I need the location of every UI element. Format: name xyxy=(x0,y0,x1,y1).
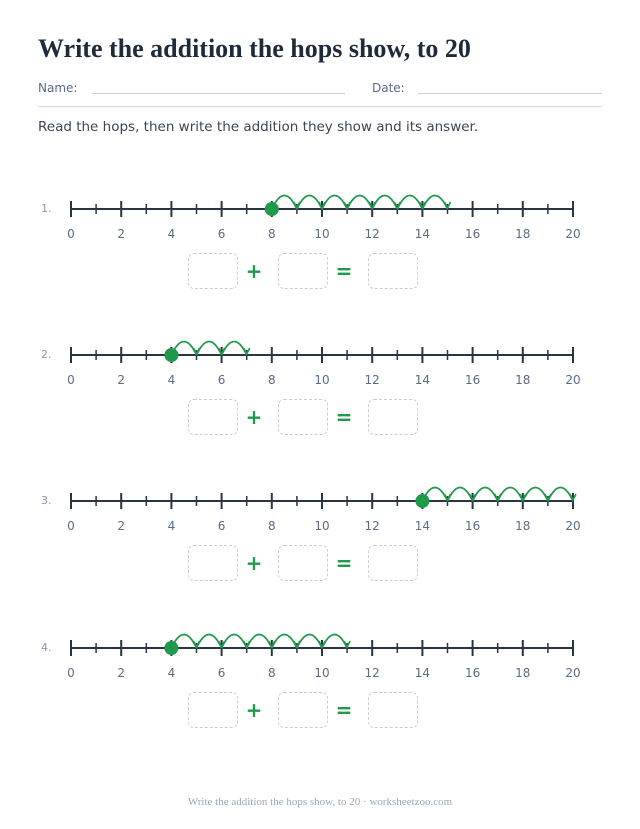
plus-sign: + xyxy=(245,405,263,429)
tick-label: 0 xyxy=(67,373,75,386)
footer: Write the addition the hops show, to 20 · worksheetzoo.com xyxy=(187,796,453,808)
hop-arc xyxy=(422,196,447,210)
worksheet-title: Write the addition the hops show, to 20 xyxy=(38,34,471,63)
problem-number: 4. xyxy=(41,641,52,654)
tick-label: 10 xyxy=(314,373,330,386)
equals-sign: = xyxy=(335,405,353,429)
hop-arc xyxy=(347,196,372,210)
tick-label: 12 xyxy=(364,519,380,532)
tick-label: 4 xyxy=(167,373,176,386)
tick-label: 6 xyxy=(217,666,226,679)
hop-arc xyxy=(197,635,222,649)
hop-arc xyxy=(272,635,297,649)
tick-label: 0 xyxy=(67,227,75,240)
hop-arc xyxy=(448,488,473,502)
problem-number: 1. xyxy=(41,202,52,215)
start-dot xyxy=(164,641,178,655)
tick-label: 20 xyxy=(565,519,581,532)
addend-box-2[interactable] xyxy=(278,692,328,728)
tick-label: 16 xyxy=(464,666,481,679)
sum-box[interactable] xyxy=(368,545,418,581)
header-divider xyxy=(38,106,602,107)
number-line xyxy=(0,609,640,679)
tick-label: 18 xyxy=(515,227,531,240)
name-field-line[interactable] xyxy=(92,93,345,94)
problem-number: 2. xyxy=(41,348,52,361)
tick-label: 2 xyxy=(117,666,126,679)
name-label: Name: xyxy=(38,81,78,95)
addend-box-1[interactable] xyxy=(188,253,238,289)
problem-number: 3. xyxy=(41,494,52,507)
addend-box-2[interactable] xyxy=(278,545,328,581)
tick-label: 20 xyxy=(565,227,581,240)
hop-arc xyxy=(247,635,272,649)
addend-box-2[interactable] xyxy=(278,399,328,435)
addend-box-1[interactable] xyxy=(188,399,238,435)
equals-sign: = xyxy=(335,698,353,722)
plus-sign: + xyxy=(245,698,263,722)
tick-label: 2 xyxy=(117,227,126,240)
tick-label: 8 xyxy=(267,666,276,679)
tick-label: 14 xyxy=(414,519,431,532)
date-field-line[interactable] xyxy=(418,93,602,94)
tick-label: 4 xyxy=(167,519,176,532)
tick-label: 6 xyxy=(217,519,226,532)
tick-label: 0 xyxy=(67,666,75,679)
tick-label: 16 xyxy=(464,519,481,532)
tick-label: 18 xyxy=(515,666,531,679)
hop-arc xyxy=(498,488,523,502)
problem-3 xyxy=(0,462,640,602)
tick-label: 10 xyxy=(314,666,330,679)
problem-2 xyxy=(0,316,640,456)
tick-label: 4 xyxy=(167,227,176,240)
hop-arc xyxy=(523,488,548,502)
plus-sign: + xyxy=(245,259,263,283)
tick-label: 14 xyxy=(414,373,431,386)
start-dot xyxy=(415,494,429,508)
tick-label: 8 xyxy=(267,519,276,532)
hop-arc xyxy=(322,635,347,649)
tick-label: 0 xyxy=(67,519,75,532)
sum-box[interactable] xyxy=(368,399,418,435)
hop-arc xyxy=(397,196,422,210)
problem-4 xyxy=(0,609,640,749)
number-line xyxy=(0,316,640,386)
hop-arc xyxy=(322,196,347,210)
tick-label: 14 xyxy=(414,666,431,679)
plus-sign: + xyxy=(245,551,263,575)
tick-label: 20 xyxy=(565,373,581,386)
tick-label: 2 xyxy=(117,519,126,532)
hop-arc xyxy=(473,488,498,502)
date-label: Date: xyxy=(372,81,405,95)
addend-box-1[interactable] xyxy=(188,692,238,728)
tick-label: 12 xyxy=(364,373,380,386)
tick-label: 10 xyxy=(314,519,330,532)
tick-label: 16 xyxy=(464,373,481,386)
tick-label: 12 xyxy=(364,666,380,679)
addend-box-1[interactable] xyxy=(188,545,238,581)
tick-label: 8 xyxy=(267,373,276,386)
tick-label: 6 xyxy=(217,227,226,240)
hop-arc xyxy=(372,196,397,210)
tick-label: 2 xyxy=(117,373,126,386)
tick-label: 8 xyxy=(267,227,276,240)
hop-arc xyxy=(222,342,247,356)
tick-label: 20 xyxy=(565,666,581,679)
tick-label: 18 xyxy=(515,519,531,532)
number-line xyxy=(0,462,640,532)
hop-arc xyxy=(297,635,322,649)
sum-box[interactable] xyxy=(368,253,418,289)
equals-sign: = xyxy=(335,551,353,575)
tick-label: 4 xyxy=(167,666,176,679)
hop-arc xyxy=(197,342,222,356)
hop-arc xyxy=(548,488,573,502)
tick-label: 10 xyxy=(314,227,330,240)
instructions: Read the hops, then write the addition they show and its answer. xyxy=(38,119,479,135)
start-dot xyxy=(265,202,279,216)
tick-label: 14 xyxy=(414,227,431,240)
equals-sign: = xyxy=(335,259,353,283)
tick-label: 18 xyxy=(515,373,531,386)
tick-label: 12 xyxy=(364,227,380,240)
hop-arc xyxy=(297,196,322,210)
addend-box-2[interactable] xyxy=(278,253,328,289)
problem-1 xyxy=(0,170,640,310)
tick-label: 6 xyxy=(217,373,226,386)
start-dot xyxy=(164,348,178,362)
tick-label: 16 xyxy=(464,227,481,240)
sum-box[interactable] xyxy=(368,692,418,728)
number-line xyxy=(0,170,640,240)
hop-arc xyxy=(222,635,247,649)
